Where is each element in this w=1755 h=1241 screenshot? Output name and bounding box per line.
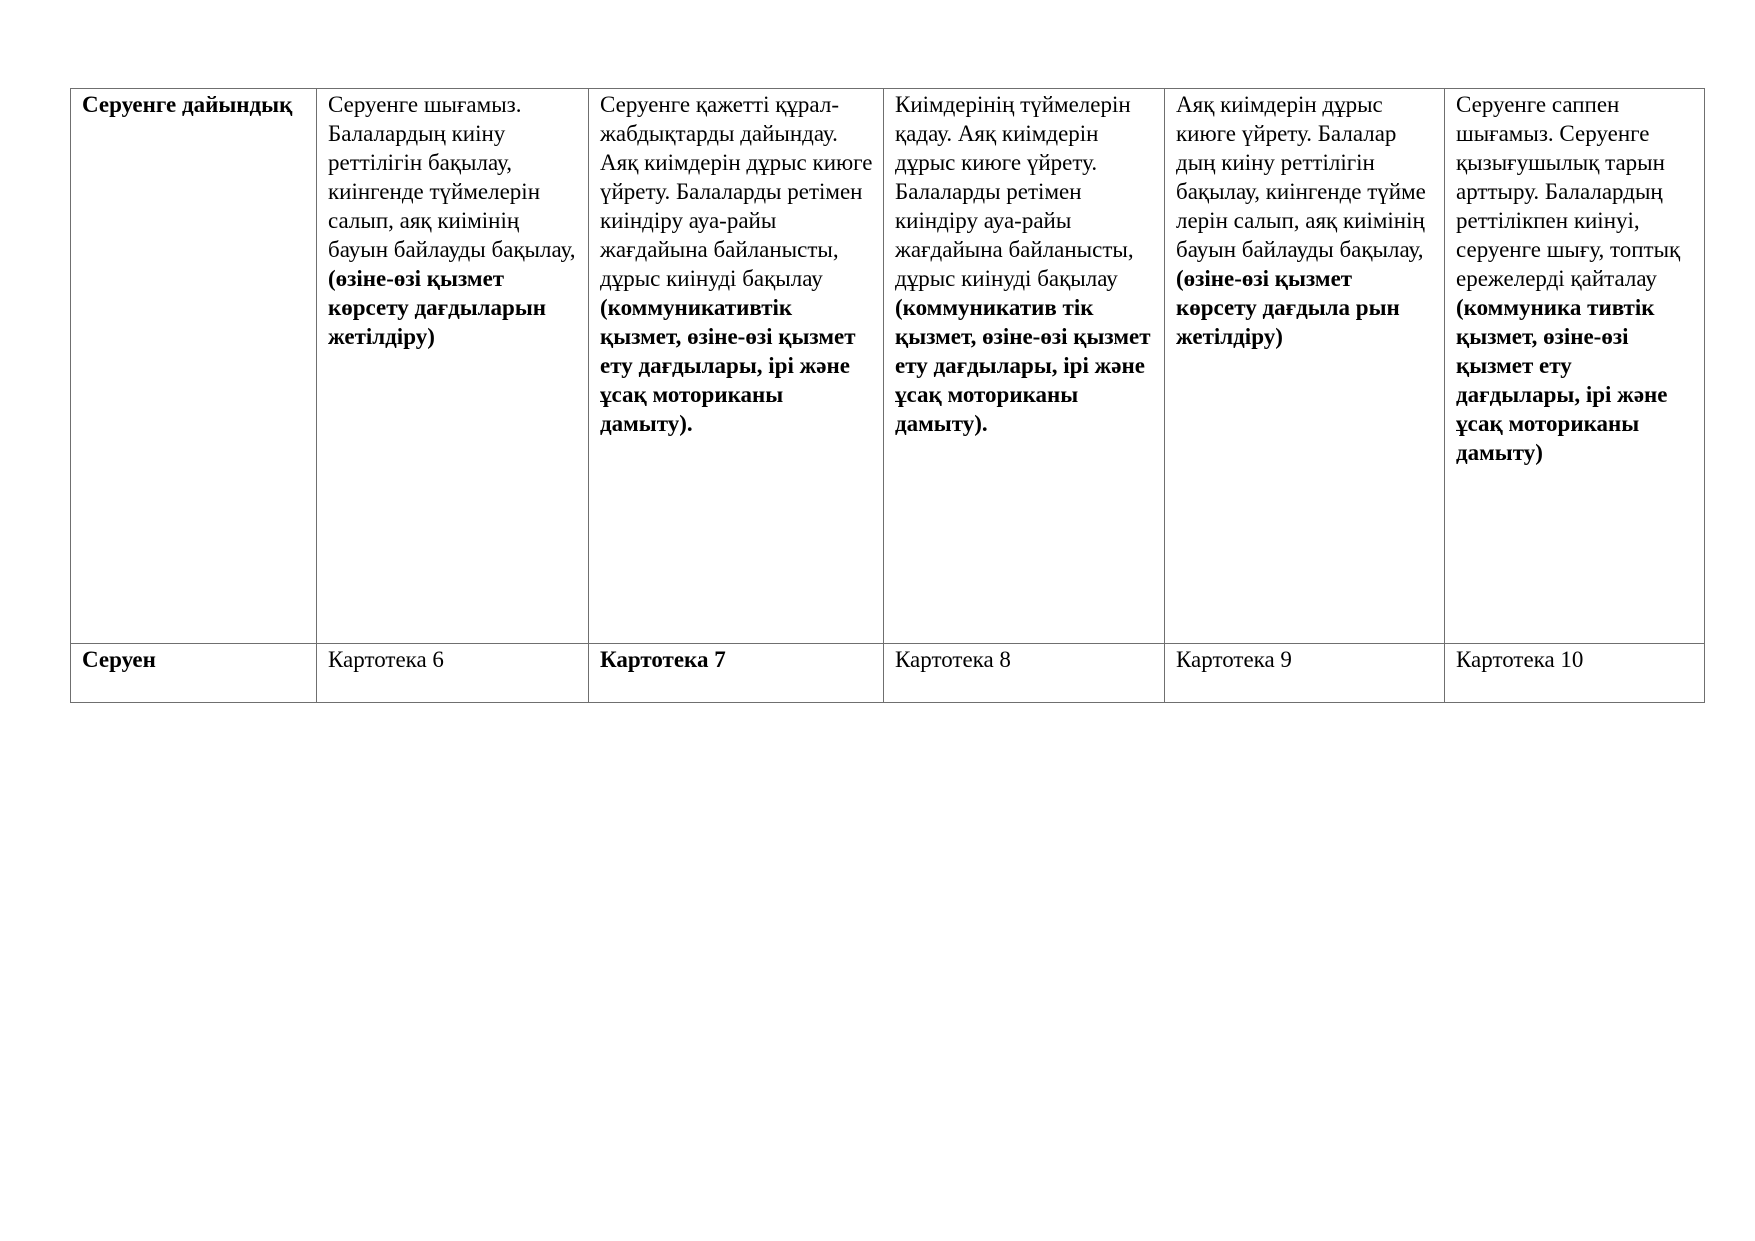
table-cell xyxy=(884,644,1165,703)
table-cell xyxy=(589,89,884,644)
cell-bold-text: (өзіне-өзі қызмет көрсету дағдыларын жетілдіру) xyxy=(328,266,547,349)
card-index-label: Картотека 6 xyxy=(328,647,444,672)
cell-text: Аяқ киімдерін дұрыс киюге үйрету. Балалар дың киіну реттілігін бақылау, киінгенде түйме лерін салып, аяқ киімінің бауын байлауды бақылау, xyxy=(1176,92,1426,262)
table-cell xyxy=(884,89,1165,644)
table-cell xyxy=(317,89,589,644)
card-index-label: Картотека 9 xyxy=(1176,647,1292,672)
table-cell xyxy=(317,644,589,703)
row-header-label: Серуен xyxy=(82,647,156,672)
table-cell xyxy=(1165,89,1445,644)
cell-bold-text: (коммуникатив тік қызмет, өзіне-өзі қызмет ету дағдылары, ірі және ұсақ моториканы дамыту). xyxy=(895,295,1151,436)
table-cell xyxy=(1445,89,1705,644)
card-index-label: Картотека 7 xyxy=(600,647,726,672)
row-header-label: Серуенге дайындық xyxy=(82,92,293,117)
table-cell xyxy=(1445,644,1705,703)
cell-text: Серуенге шығамыз. Балалардың киіну реттілігін бақылау, киінгенде түймелерін салып, аяқ киімінің бауын байлауды бақылау, xyxy=(328,92,576,262)
cell-bold-text: (өзіне-өзі қызмет көрсету дағдыла рын жетілдіру) xyxy=(1176,266,1400,349)
row-header-walk-preparation xyxy=(71,89,317,644)
cell-bold-text: (коммуника тивтік қызмет, өзіне-өзі қызмет ету дағдылары, ірі және ұсақ моториканы дамыту) xyxy=(1456,295,1668,465)
card-index-label: Картотека 8 xyxy=(895,647,1011,672)
card-index-label: Картотека 10 xyxy=(1456,647,1584,672)
cell-text: Киімдерінің түймелерін қадау. Аяқ киімдерін дұрыс киюге үйрету. Балаларды ретімен киіндіру ауа-райы жағдайына байланысты, дұрыс киінуді бақылау xyxy=(895,92,1134,291)
cell-text: Серуенге қажетті құрал-жабдықтарды дайындау. Аяқ киімдерін дұрыс киюге үйрету. Балаларды ретімен киіндіру ауа-райы жағдайына байланысты, дұрыс киінуді бақылау xyxy=(600,92,873,291)
row-header-walk xyxy=(71,644,317,703)
table-row-walk-preparation xyxy=(71,89,1705,644)
table-cell xyxy=(589,644,884,703)
cell-bold-text: (коммуникативтік қызмет, өзіне-өзі қызмет ету дағдылары, ірі және ұсақ моториканы дамыту). xyxy=(600,295,856,436)
table-cell xyxy=(1165,644,1445,703)
cell-text: Серуенге саппен шығамыз. Серуенге қызығушылық тарын арттыру. Балалардың реттілікпен киінуі, серуенге шығу, топтық ережелерді қайталау xyxy=(1456,92,1681,291)
activity-plan-table xyxy=(70,88,1705,703)
table-row-walk xyxy=(71,644,1705,703)
